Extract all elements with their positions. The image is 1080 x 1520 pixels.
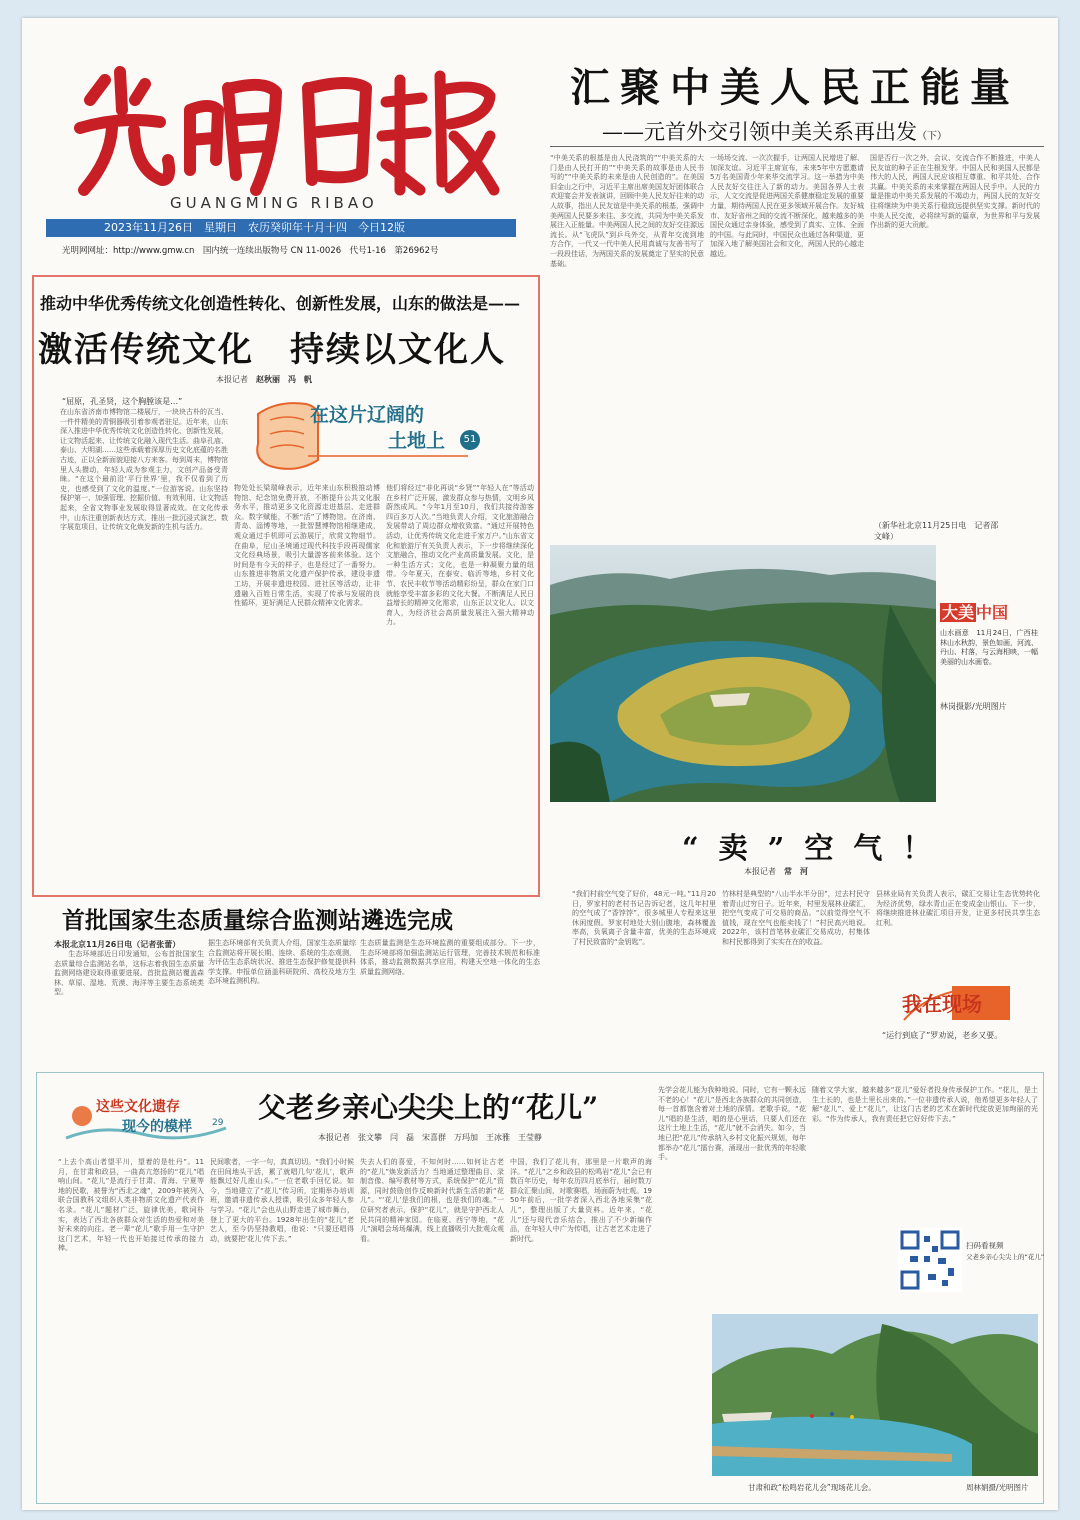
culture-col-2: 物处处长梁瑞峰表示，近年来山东积极推动博物馆、纪念馆免费开放，不断提升公共文化服务水平，推动更多文化资源走进基层、走进群众。数字赋能，不断“活”了博物馆。在济南、青岛、淄博等地，一批智慧博物馆相继建成，观众通过手机即可云游展厅，欣赏文物细节。在曲阜，尼山圣境通过现代科技手段再现儒家文化经典场景，吸引大量游客前来体验。这个时间是有今天的样子，也是经过了一番努力。山东推进非物质文化遗产保护传承，建设非遗工坊，开展非遗进校园、进社区等活动，让非遗融入百姓日常生活，实现了传承与发展的良性循环，更好满足人民群众精神文化需求。 xyxy=(234,484,380,608)
culture-byline xyxy=(216,374,312,385)
flower-col-4: 中国，我们了花儿有，那里是一片歌声的海洋。“花儿”之乡和政县的松鸣岩“花儿”会已有数百年历史，每年农历四月底举行，届时数万群众汇聚山间，对歌赛唱，场面蔚为壮观。1950年前后，一批学者深入西北各地采集“花儿”，整理出版了大量资料。近年来，“花儿”还与现代音乐结合，推出了不少新编作品，在年轻人中广为传唱，让古老艺术走进了新时代。 xyxy=(510,1158,652,1243)
air-col-3: 县林业局有关负责人表示，碳汇交易让生态优势转化为经济优势，绿水青山正在变成金山银山。下一步，将继续推进林业碳汇项目开发，让更多村民共享生态红利。 xyxy=(876,890,1040,927)
photo-credit: 林岗摄影/光明图片 xyxy=(940,702,1007,711)
onsite-tag xyxy=(894,980,1014,1024)
lead-part: （下） xyxy=(917,131,947,142)
lead-subheadline-text: ——元首外交引领中美关系再出发 xyxy=(602,120,917,144)
eco-col-3: 生态质量监测是生态环境监测的重要组成部分。下一步，生态环境部将加强监测站运行管理，完善技术规范和标准体系，推动监测数据共享应用，构建天空地一体化的生态质量监测网络。 xyxy=(360,939,540,976)
culture-opening-quote: “屈原，孔圣贤，这个胸膛该是…” xyxy=(62,397,183,406)
flower-col-1: “上去个高山者望平川，望着的是牡丹”。11月，在甘肃和政县，一曲高亢悠扬的“花儿”唱响山间。“花儿”是流行于甘肃、青海、宁夏等地的民歌，被誉为“西北之魂”，2009年被列入联合国教科文组织人类非物质文化遗产代表作名录。“花儿”题材广泛，旋律优美，歌词朴实，表达了西北各族群众对生活的热爱和对美好未来的向往。老一辈“花儿”歌手用一生守护这门艺术，年轻一代也开始接过传承的接力棒。 xyxy=(58,1158,204,1253)
lead-dispatch-end: （新华社北京11月25日电 记者邵 xyxy=(874,521,999,530)
lead-col-2: 一场场交流、一次次握手，让两国人民增进了解、加深友谊。习近平主席宣布，未来5年中方愿邀请5万名美国青少年来华交流学习。这一举措为中美人民友好交往注入了新的动力。美国各界人士表示，人文交流是促进两国关系健康稳定发展的重要力量，期待两国人民在更多领域开展合作。友好城市、友好省州之间的交流不断深化，越来越多的美国民众通过亲身体验，感受到了真实、立体、全面的中国。与此同时，中国民众也通过各种渠道，更加深入地了解美国社会和文化，两国人民的心越走越近。 xyxy=(710,154,864,258)
mountain-lake-photo xyxy=(712,1314,1038,1476)
air-headline: “卖”空气！ xyxy=(682,831,952,865)
air-byline xyxy=(744,866,808,877)
beauty-label-b: 中国 xyxy=(976,603,1009,622)
heritage-tag-number: 29 xyxy=(212,1118,224,1128)
lead-dispatch-end-2: 文峰） xyxy=(874,532,898,541)
landscape-photo xyxy=(550,545,936,802)
lead-headline: 汇聚中美人民正能量 xyxy=(570,65,1020,111)
qr-caption-2: 父老乡亲心尖尖上的“花儿” xyxy=(966,1253,1045,1261)
series-tag-line2: 土地上 xyxy=(388,430,446,452)
air-byline-names: 常 河 xyxy=(784,867,808,876)
air-closing: “运行到底了”罗劝说，老乡又要。 xyxy=(882,1031,1003,1040)
culture-headline: 激活传统文化 持续以文化人 xyxy=(38,330,506,370)
dateline-bar: 2023年11月26日 星期日 农历癸卯年十月十四 今日12版 xyxy=(46,219,516,237)
eco-col-1: 生态环境部近日印发通知，公布首批国家生态质量综合监测站名单，这标志着我国生态质量监测网络建设取得重要进展。首批监测站覆盖森林、草原、湿地、荒漠、海洋等主要生态系统类型。 xyxy=(54,950,204,997)
eco-col-2: 据生态环境部有关负责人介绍，国家生态质量综合监测站将开展长期、连续、系统的生态观测，为评估生态系统状况、推进生态保护修复提供科学支撑。申报单位涵盖科研院所、高校及地方生态环境监测机构。 xyxy=(208,939,356,986)
eco-headline: 首批国家生态质量综合监测站遴选完成 xyxy=(62,907,453,934)
beauty-china-label xyxy=(940,600,1038,623)
beauty-label-a: 大美 xyxy=(942,603,975,622)
lead-col-3: 国是否行一次之外，会议、交流合作不断推进，中美人民友谊的种子正在生根发芽。中国人民和美国人民都是伟大的人民，两国人民应该相互尊重、和平共处、合作共赢。中美关系的未来掌握在两国人民手中。人民的力量是推动中美关系发展的不竭动力，两国人民的友好交往将继续为中美关系行稳致远提供坚实支撑。新时代的中美人民交流，必将续写新的篇章，为世界和平与发展作出新的更大贡献。 xyxy=(870,154,1040,230)
flower-col-5: 先学会花儿能为我种地说。同时，它有一颗永远不老的心！“花儿”是西北各族群众的共同创造，每一首都饱含着对土地的深情。老歌手说，“花儿”唱的是生活，唱的是心里话，只要人们还在这片土地上生活，“花儿”就不会消失。如今，当地已把“花儿”传承纳入乡村文化振兴规划，每年都举办“花儿”擂台赛，涌现出一批优秀的年轻歌手。 xyxy=(658,1086,806,1162)
byline-label: 本报记者 xyxy=(216,375,248,384)
flower-festival-photo xyxy=(712,1314,1038,1476)
heritage-tag-line2: 现今的模样 xyxy=(122,1119,192,1135)
qr-code-icon xyxy=(898,1228,962,1292)
divider xyxy=(550,146,1044,147)
series-tag-line1: 在这片辽阔的 xyxy=(310,404,425,426)
masthead-logo xyxy=(50,40,520,200)
culture-col-3: 他们将经过“非化再说“乡贤”“年轻人在”等活动在乡村广泛开展，激发群众参与热情，文明乡风蔚然成风。“今年1月至10月，我们共接待游客四百多万人次。”当地负责人介绍，文化旅游融合发展带动了周边群众增收致富。“通过开展特色活动，让优秀传统文化走进千家万户。”山东省文化和旅游厅有关负责人表示，下一步将继续深化文旅融合，推动文化产业高质量发展。文化，是一种生活方式；文化，也是一种凝聚力量的纽带。今年夏天，在泰安、临沂等地，乡村文化节、农民丰收节等活动精彩纷呈，群众在家门口就能享受丰富多彩的文化大餐。不断满足人民日益增长的精神文化需求，山东正以文化人、以文育人，为经济社会高质量发展注入强大精神动力。 xyxy=(386,484,534,627)
qr-caption: 扫码看视频 xyxy=(966,1241,1004,1250)
flower-col-2: 民间歌者，一字一句，真真切切。“我们小时候在田间地头干活，累了就唱几句‘花儿’，歌声能飘过好几座山头。”一位老歌手回忆说。如今，当地建立了“花儿”传习所，定期举办培训班，邀请非遗传承人授课，吸引众多年轻人参与学习。“花儿”会也从山野走进了城市舞台，登上了更大的平台。1928年出生的“花儿”老艺人，至今仍坚持教唱，他说：“只要还唱得动，就要把‘花儿’传下去。” xyxy=(210,1158,354,1243)
qr-code[interactable] xyxy=(898,1228,962,1292)
lead-subheadline xyxy=(602,116,947,146)
flower-headline: 父老乡亲心尖尖上的“花儿” xyxy=(258,1091,599,1124)
air-byline-label: 本报记者 xyxy=(744,867,776,876)
culture-kicker: 推动中华优秀传统文化创造性转化、创新性发展，山东的做法是—— xyxy=(40,294,521,313)
lead-col-1: “中美关系的根基是由人民浇筑的”“中美关系的大门是由人民打开的”“中美关系的故事是由人民书写的”“中美关系的未来是由人民创造的”。在美国旧金山之行中，习近平主席出席美国友好团体联合欢迎宴会并发表演讲，回顾中美人民友好往来的动人故事，指出人民友谊是中美关系的根基，强调中美两国人民要多来往、多交流，共同为中美关系发展注入正能量。中美两国人民之间的友好交往源远流长。从“飞虎队”到乒乓外交，从青年交流到地方合作，一代又一代中美人民用真诚与友善书写了一段段佳话，为两国关系的发展奠定了坚实的民意基础。 xyxy=(550,154,704,268)
heritage-column-tag xyxy=(62,1094,230,1148)
newspaper-page xyxy=(22,18,1058,1510)
air-col-2: 竹林村是典型的“八山半水半分田”，过去村民守着青山过穷日子。近年来，村里发展林业碳汇，把空气变成了可交易的商品。“以前觉得空气不值钱，现在空气也能卖钱了！”村民高兴地说。2022年，该村首笔林业碳汇交易成功，村集体和村民都得到了实实在在的收益。 xyxy=(722,890,870,946)
flower-photo-caption: 甘肃和政“松鸣岩花儿会”现场花儿会。 xyxy=(748,1483,876,1492)
air-col-1: “我们村前空气变了好价，48元一吨。”11月20日，罗家村的老村书记告诉记者，这几年村里的空气成了“香饽饽”，很多城里人专程来这里休闲度假。罗家村地处大别山腹地，森林覆盖率高，负氧离子含量丰富，优美的生态环境成了村民致富的“金钥匙”。 xyxy=(572,890,716,946)
series-number-badge: 51 xyxy=(460,430,480,450)
calligraphy-logo xyxy=(50,40,520,200)
flower-photo-credit: 周林娟摄/光明图片 xyxy=(966,1483,1029,1492)
onsite-tag-text: 我在现场 xyxy=(902,992,982,1016)
culture-col-1: 在山东省济南市博物馆二楼展厅，一块块古朴的瓦当、一件件精美的青铜器吸引着参观者驻足。近年来，山东深入推进中华优秀传统文化创造性转化、创新性发展，让文物活起来、让传统文化融入现代生活。曲阜孔庙、泰山、大明湖……这些承载着深厚历史文化底蕴的名胜古迹，正以全新面貌迎接八方来客。每到周末，博物馆里人头攒动，年轻人成为参观主力，文创产品备受青睐。“在这个最前沿‘平行世界’里，我不仅看到了历史，也感受到了文化的温度。”一位游客说。山东坚持保护第一、加强管理、挖掘价值、有效利用、让文物活起来，全省文物事业发展取得显著成效。在文化传承中，山东注重创新表达方式，推出一批沉浸式演艺、数字展览项目，让传统文化焕发新的生机与活力。 xyxy=(60,408,228,532)
flower-col-6: 随着文学大家，越来越多“花儿”爱好者投身传承保护工作。“花儿，是土生土长的，也是土里长出来的。”一位非遗传承人说，他希望更多年轻人了解“花儿”、爱上“花儿”，让这门古老的艺术在新时代绽放更加绚丽的光彩。“作为传承人，我有责任把它好好传下去。” xyxy=(812,1086,1038,1123)
river-bend-photo xyxy=(550,545,936,802)
flower-byline: 本报记者 张文攀 闫 磊 宋喜群 万玛加 王冰雅 王莹静 xyxy=(318,1133,542,1142)
flower-col-3: 失去人们的喜爱，不知何时……如何让古老的“花儿”焕发新活力？当地通过整理曲目、录制音像、编写教材等方式，系统保护“花儿”资源，同时鼓励创作反映新时代新生活的新“花儿”。“‘花儿’是我们的根，也是我们的魂。”一位研究者表示，保护“花儿”，就是守护西北人民共同的精神家园。在临夏、西宁等地，“花儿”演唱会场场爆满，线上直播吸引大批观众观看。 xyxy=(360,1158,504,1243)
eco-dateline: 本报北京11月26日电（记者张蕾） xyxy=(54,940,181,949)
beauty-china-block xyxy=(940,600,1038,730)
heritage-tag-line1: 这些文化遗存 xyxy=(96,1099,180,1115)
series-tag xyxy=(248,394,488,478)
publication-info: 光明网网址：http://www.gmw.cn 国内统一连续出版物号 CN 11-0026 代号1-16 第26962号 xyxy=(62,246,439,256)
masthead-pinyin: GUANGMING RIBAO xyxy=(170,194,378,212)
byline-names: 赵秋丽 冯 帆 xyxy=(256,375,312,384)
photo-caption: 山水画意 11月24日，广西桂林山水秋韵，景色如画，河流、丹山、村落，与云海相映，一幅美丽的山水画卷。 xyxy=(940,629,1038,666)
